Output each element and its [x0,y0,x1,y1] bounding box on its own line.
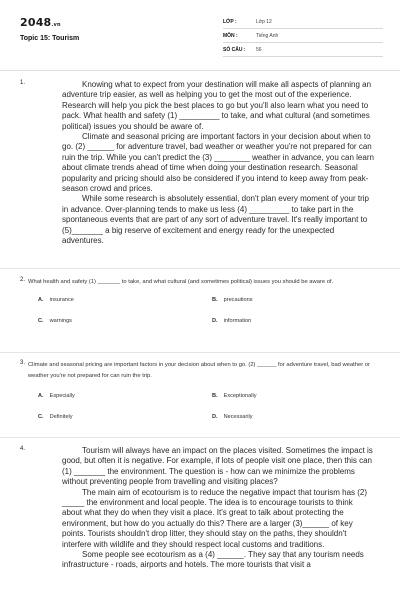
meta-row-class [223,15,383,29]
option-text: Exceptionally [223,393,257,399]
meta-key: LỚP : [223,18,237,25]
question-4 [20,446,380,571]
option-letter: D. [212,414,218,420]
option-text: information [223,318,252,324]
meta-value: Lớp 12 [256,18,272,25]
passage-paragraph: Knowing what to expect from your destination will make all aspects of planning an adventure trip easier, as well as helping you to get the most out of the experience. Research will help you pick the best places to go but you'll also learn what you need to pack. What health and safety (1) _________ to take, and what cultural (and sometimes political) issues you should be aware of. [62,80,372,131]
question-3 [20,360,380,437]
option-letter: B. [212,393,218,399]
option-d[interactable] [212,414,253,420]
question-1 [20,80,380,247]
question-2 [20,277,380,341]
meta-key: SỐ CÂU : [223,46,246,53]
question-divider [0,268,400,269]
option-text: precautions [223,297,253,303]
meta-row-subject [223,29,383,43]
passage-paragraph: Tourism will always have an impact on the places visited. Sometimes the impact is good, but often it is negative. For example, if lots of people visit one place, then this can (1) _______ the environment. The question is - how can we minimize the problems without preventing people from travelling and visiting places? [62,446,373,487]
passage-paragraph: Climate and seasonal pricing are important factors in your decision about when to go. (2) ______ for adventure travel, bad weather or weather you're not prepared for can ruin the trip. While you can't predict the (3) ________ weather in advance, you can learn about climate trends ahead of time when doing your destination research. Seasonal popularity and pricing should also be considered if you intend to keep away from peak-season crowd and prices. [62,132,374,194]
option-text: Especially [49,393,75,399]
page-header [0,0,400,70]
question-divider [0,352,400,353]
question-number: 1. [20,80,26,86]
option-letter: A. [38,297,44,303]
option-letter: B. [212,297,218,303]
option-d[interactable] [212,318,251,324]
option-letter: C. [38,414,44,420]
option-letter: A. [38,393,44,399]
question-stem-text: What health and safety (1) _______ to take, and what cultural (and sometimes political) issues you should be aware of. [28,279,334,285]
option-text: Necessarily [223,414,253,420]
option-c[interactable] [38,414,73,420]
option-letter: D. [212,318,218,324]
option-text: Definitely [49,414,73,420]
reading-passage [62,446,374,571]
site-logo[interactable] [20,16,61,29]
option-c[interactable] [38,318,72,324]
option-b[interactable] [212,297,253,303]
meta-key: MÔN : [223,32,238,39]
header-divider [0,70,400,71]
question-number: 2. [20,277,26,283]
reading-passage [62,80,374,247]
option-b[interactable] [212,393,257,399]
meta-value: Tiếng Anh [256,32,279,39]
answer-options [38,297,380,341]
question-number: 4. [20,446,26,452]
question-stem-text: Climate and seasonal pricing are important factors in your decision about when to go. (2) ______ for adventure travel, bad weather or weather you're not prepared for can ruin the trip. [28,362,370,379]
question-stem [28,277,380,288]
passage-paragraph: Some people see ecotourism as a (4) ______. They say that any tourism needs infrastructure - roads, airports and hotels. The more tourists that visit a [62,550,364,570]
question-stem [28,360,380,382]
passage-paragraph: While some research is absolutely essential, don't plan every moment of your trip in advance. Over-planning tends to make us less (4) _________ to take part in the spontaneous events that are part of any sort of adventure travel. It's really important to (5)_______ a big reserve of excitement and energy ready for the unexpected adventures. [62,194,369,246]
topic-title: Topic 15: Tourism [20,35,80,42]
option-a[interactable] [38,393,75,399]
logo-suffix: .vn [51,22,61,28]
option-text: warnings [49,318,72,324]
meta-value: 56 [256,46,262,53]
answer-options [38,393,380,437]
question-number: 3. [20,360,26,366]
option-text: insurance [49,297,74,303]
meta-row-count [223,43,383,57]
passage-paragraph: The main aim of ecotourism is to reduce the negative impact that tourism has (2) _____ the environment and local people. The idea is to encourage tourists to think about what they do when they visit a place. It's great to talk about protecting the environment, but how do you actually do this? There are a larger (3)______ of key points. Tourists shouldn't drop litter, they should stay on the paths, they shouldn't interfere with wildlife and they should respect local customs and traditions. [62,487,368,549]
option-letter: C. [38,318,44,324]
logo-text: 2048 [20,16,52,29]
question-divider [0,437,400,438]
option-a[interactable] [38,297,74,303]
meta-info [223,15,383,57]
